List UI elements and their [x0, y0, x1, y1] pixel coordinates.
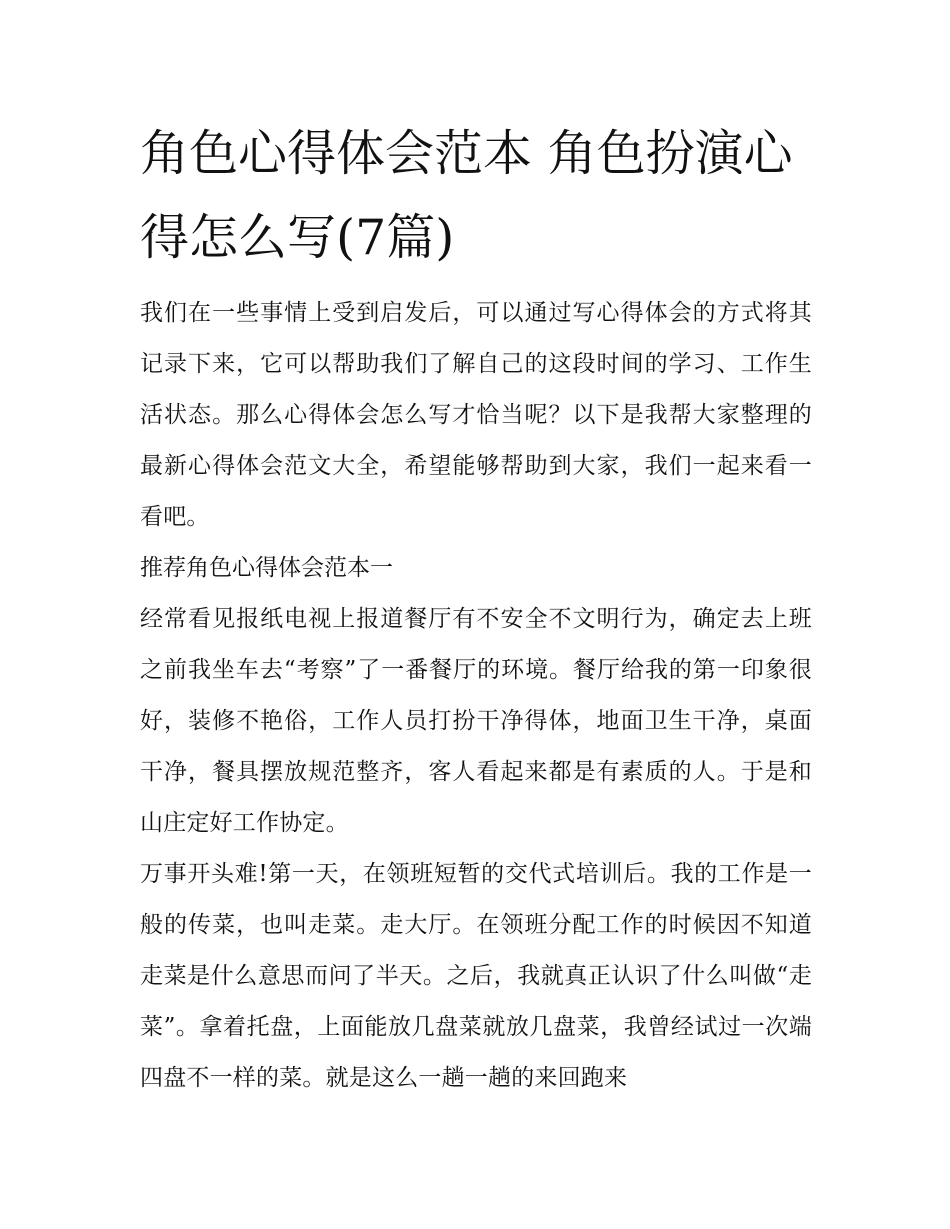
document-title: 角色心得体会范本 角色扮演心得怎么写(7篇)	[140, 125, 793, 266]
intro-paragraph: 我们在一些事情上受到启发后，可以通过写心得体会的方式将其记录下来，它可以帮助我们了解自己的这段时间的学习、工作生活状态。那么心得体会怎么写才恰当呢？以下是我帮大家整理的最新心得体会范文大全，希望能够帮助到大家，我们一起来看一看吧。	[140, 300, 812, 530]
section-heading: 推荐角色心得体会范本一	[140, 555, 393, 581]
body-paragraph: 万事开头难!第一天，在领班短暂的交代式培训后。我的工作是一般的传菜，也叫走菜。走大厅。在领班分配工作的时候因不知道走菜是什么意思而问了半天。之后，我就真正认识了什么叫做“走菜”。拿着托盘，上面能放几盘菜就放几盘菜，我曾经试过一次端四盘不一样的菜。就是这么一趟一趟的来回跑来	[140, 861, 812, 1091]
document-page	[140, 112, 812, 1104]
body-paragraph: 经常看见报纸电视上报道餐厅有不安全不文明行为，确定去上班之前我坐车去“考察”了一番餐厅的环境。餐厅给我的第一印象很好，装修不艳俗，工作人员打扮干净得体，地面卫生干净，桌面干净，餐具摆放规范整齐，客人看起来都是有素质的人。于是和山庄定好工作协定。	[140, 606, 812, 836]
